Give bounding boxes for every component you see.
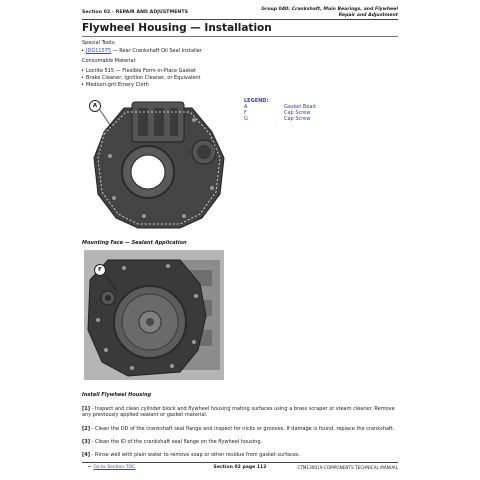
step-number: [4] — [82, 452, 91, 458]
legend-value: Gasket Bead — [284, 104, 316, 110]
footer-rule — [82, 462, 398, 463]
back-arrow-icon: ← — [88, 465, 94, 470]
procedure-step — [82, 426, 400, 432]
section-header: Section 02 - REPAIR AND ADJUSTMENTS — [82, 10, 189, 15]
consumable-item: • Brake Cleaner, Ignition Cleaner, or Equivalent — [86, 75, 201, 81]
toc-link-label[interactable]: Go to Section TOC — [93, 465, 136, 470]
legend-key: F — [244, 110, 247, 116]
group-header: Group 040: Crankshaft, Main Bearings, and Flywheel Repair and Adjustment — [261, 7, 398, 18]
legend-key: A — [244, 104, 248, 110]
procedure-step — [82, 406, 400, 418]
manual-name: CTM130019-COMPONENTS TECHNICAL MANUAL — [297, 465, 398, 470]
legend-value: Cap Screw — [284, 110, 311, 116]
tool-description: — Rear Crankshaft Oil Seal Installer — [111, 48, 202, 54]
step-number: [2] — [82, 426, 91, 432]
procedure-step — [82, 439, 400, 445]
step-text: - Rinse well with plain water to remove soap or other residue from gasket surfaces. — [90, 452, 301, 458]
figure1-caption: Mounting Face — Sealant Application — [82, 240, 187, 246]
step-text: - Clean the OD of the crankshaft seal flange and inspect for nicks or grooves. If damage is found, replace the crankshaft. — [90, 426, 395, 432]
tool-link[interactable]: JDG11575 — [86, 48, 112, 54]
step-number: [3] — [82, 439, 91, 445]
callout-a: A — [89, 100, 101, 112]
title-rule — [82, 36, 398, 37]
legend — [244, 98, 316, 122]
consumable-item: • Medium-grit Emery Cloth — [86, 82, 149, 88]
step-number: [1] — [82, 406, 91, 412]
header-rule — [82, 19, 398, 20]
callout-f: F — [94, 264, 106, 276]
consumables-heading: Consumable Material: — [82, 58, 137, 64]
legend-value: Cap Screw — [284, 116, 311, 122]
installed-housing-figure — [84, 250, 224, 380]
step-text: - Clean the ID of the crankshaft seal flange on the flywheel housing. — [90, 439, 263, 445]
step-text: - Inspect and clean cylinder block and flywheel housing mating surfaces using a brass scraper or steam cleaner. Remove any previously applied sealant or gasket material. — [82, 406, 395, 419]
procedure-step — [82, 452, 400, 458]
flywheel-housing-illustration — [84, 98, 234, 230]
toc-link[interactable] — [88, 465, 135, 470]
special-tool-item — [86, 48, 202, 54]
special-tools-heading: Special Tools: — [82, 40, 116, 46]
legend-row — [244, 116, 316, 122]
legend-key: G — [244, 116, 248, 122]
figure2-caption: Install Flywheel Housing — [82, 392, 152, 398]
legend-heading: LEGEND: — [244, 98, 269, 104]
consumable-item: • Loctite 515 — Flexible Form-in-Place Gasket — [86, 68, 196, 74]
page-title: Flywheel Housing — Installation — [82, 22, 272, 34]
flywheel-housing-figure — [84, 98, 234, 230]
page-number: Section 02 page 112 — [213, 465, 267, 470]
